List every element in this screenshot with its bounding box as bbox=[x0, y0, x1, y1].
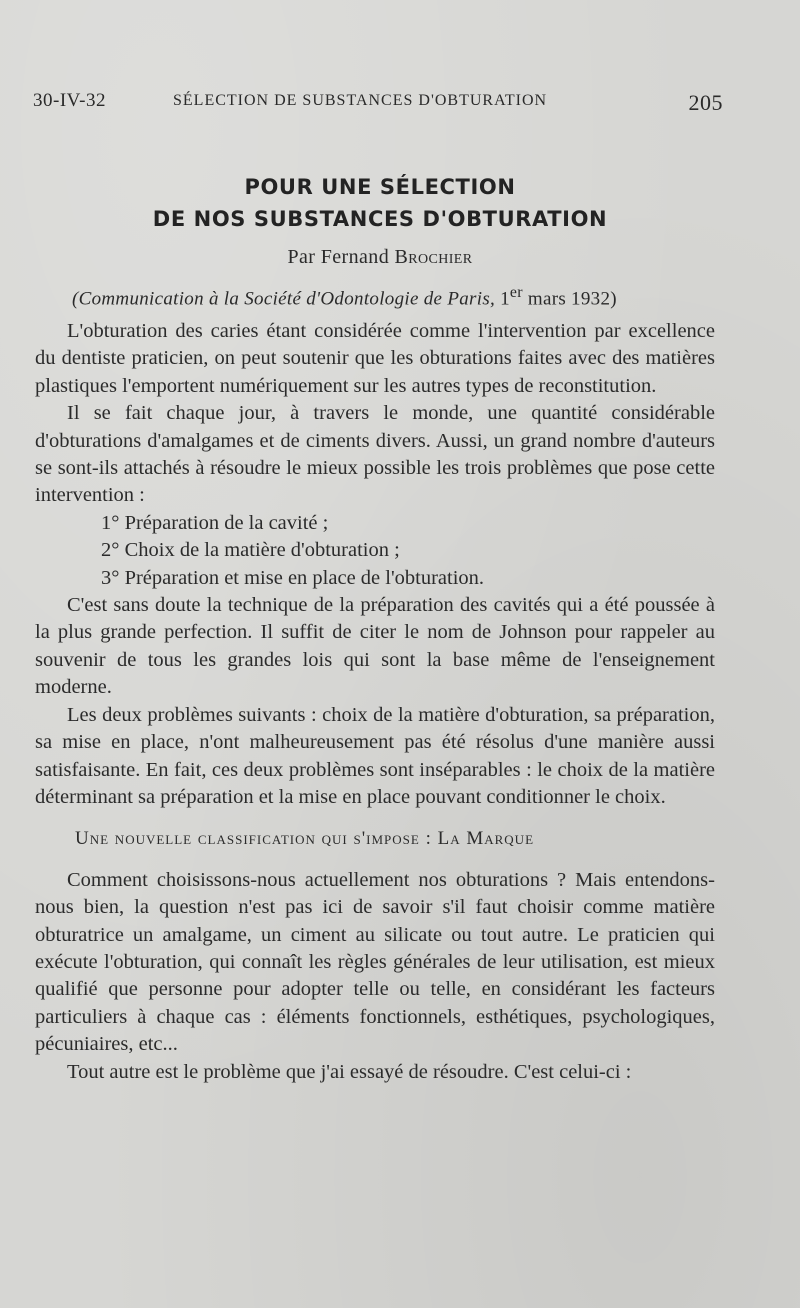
communication-note bbox=[72, 284, 617, 310]
section-heading: Une nouvelle classification qui s'impose : La Marque bbox=[75, 828, 535, 850]
list-item-3: 3° Préparation et mise en place de l'obturation. bbox=[101, 566, 485, 589]
author-surname: Brochier bbox=[394, 246, 473, 268]
paragraph-3: C'est sans doute la technique de la préparation des cavités qui a été poussée à la plus grande perfection. Il suffit de citer le nom de Johnson pour rappeler au souvenir de tous les grandes lois qui sont la base même de l'enseignement moderne. bbox=[35, 594, 715, 699]
article-title-line-2: DE NOS SUBSTANCES D'OBTURATION bbox=[152, 207, 608, 231]
communication-superscript: er bbox=[509, 284, 523, 301]
communication-date-prefix: 1 bbox=[495, 288, 510, 310]
article-title-line-1: POUR UNE SÉLECTION bbox=[244, 175, 516, 199]
running-title: SÉLECTION DE SUBSTANCES D'OBTURATION bbox=[173, 92, 548, 109]
paragraph-6: Tout autre est le problème que j'ai essayé de résoudre. C'est celui-ci : bbox=[67, 1060, 632, 1083]
list-item-1: 1° Préparation de la cavité ; bbox=[101, 511, 329, 534]
communication-italic: (Communication à la Société d'Odontologie de Paris, bbox=[72, 288, 496, 310]
paragraph-5: Comment choisissons-nous actuellement nos obturations ? Mais entendons-nous bien, la question n'est pas ici de savoir s'il faut choisir comme matière obturatrice un amalgame, un ciment au silicate ou tout autre. Le praticien qui exécute l'obturation, qui connaît les règles générales de leur utilisation, est mieux qualifié que personne pour adopter telle ou telle, en considérant les facteurs particuliers à chaque cas : éléments fonctionnels, esthétiques, psychologiques, pécuniaires, etc... bbox=[35, 868, 715, 1056]
issue-date: 30-IV-32 bbox=[33, 90, 106, 111]
running-header bbox=[33, 90, 723, 116]
page-number: 205 bbox=[688, 90, 723, 115]
paragraph-4: Les deux problèmes suivants : choix de la matière d'obturation, sa préparation, sa mise en place, n'ont malheureusement pas été résolus d'une manière aussi satisfaisante. En fait, ces deux problèmes sont inséparables : le choix de la matière déterminant sa préparation et la mise en place pouvant conditionner le choix. bbox=[35, 703, 715, 808]
byline-prefix: Par Fernand bbox=[287, 246, 395, 268]
list-item-2: 2° Choix de la matière d'obturation ; bbox=[101, 539, 400, 562]
article-body bbox=[35, 318, 715, 1086]
author-byline bbox=[0, 246, 760, 269]
paragraph-1: L'obturation des caries étant considérée comme l'intervention par excellence du dentiste praticien, on peut soutenir que les obturations faites avec des matières plastiques l'emportent numériquement sur les autres types de reconstitution. bbox=[35, 320, 715, 397]
paragraph-2: Il se fait chaque jour, à travers le monde, une quantité considérable d'obturations d'amalgames et de ciments divers. Aussi, un grand nombre d'auteurs se sont-ils attachés à résoudre le mieux possible les trois problèmes que pose cette intervention : bbox=[35, 402, 715, 507]
communication-date-suffix: mars 1932) bbox=[522, 288, 617, 310]
